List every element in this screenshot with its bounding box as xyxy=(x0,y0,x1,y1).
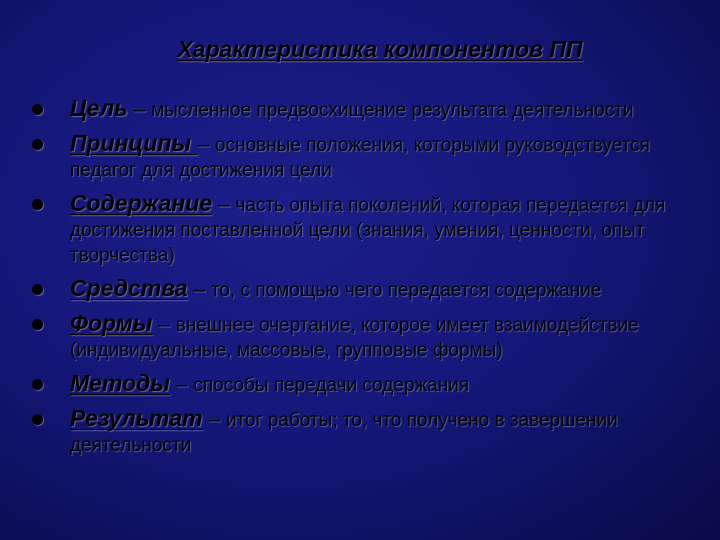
term-principles: Принципы xyxy=(70,130,198,156)
dash: – xyxy=(152,313,176,336)
definition-methods: способы передачи содержания xyxy=(193,375,470,396)
definition-content: часть опыта поколений, которая передается для достижения поставленной цели (знания, умения, ценности, опыт творчества) xyxy=(70,195,666,266)
bullet-icon xyxy=(32,199,43,210)
definition-forms: внешнее очертание, которое имеет взаимодействие (индивидуальные, массовые, групповые формы) xyxy=(70,315,639,361)
term-content: Содержание xyxy=(70,190,213,216)
term-result: Результат xyxy=(70,405,203,431)
dash: – xyxy=(127,98,152,121)
list-item-content xyxy=(26,191,706,268)
definition-means: то, с помощью чего передается содержание xyxy=(210,280,602,301)
slide-title: Характеристика компонентов ПП xyxy=(177,36,583,62)
definition-goal: мысленное предвосхищение результата деятельности xyxy=(151,100,634,121)
list-item-methods xyxy=(26,371,706,398)
list-item-result xyxy=(26,406,706,458)
list-item-principles xyxy=(26,131,706,183)
list-item-forms xyxy=(26,311,706,363)
list-item-goal xyxy=(26,96,706,123)
term-forms: Формы xyxy=(70,310,153,336)
list-item-means xyxy=(26,276,706,303)
dash: – xyxy=(212,193,236,216)
dash: – xyxy=(187,278,211,301)
dash: – xyxy=(197,133,216,156)
bullet-icon xyxy=(32,104,43,115)
bullet-icon xyxy=(32,319,43,330)
bullet-icon xyxy=(32,414,43,425)
term-methods: Методы xyxy=(70,370,171,396)
definition-result: итог работы; то, что получено в завершении деятельности xyxy=(70,410,618,456)
bullet-icon xyxy=(32,379,43,390)
dash: – xyxy=(170,373,194,396)
term-goal: Цель xyxy=(70,95,128,121)
definition-principles: основные положения, которыми руководствуется педагог для достижения цели xyxy=(70,135,650,181)
term-means: Средства xyxy=(70,275,188,301)
dash: – xyxy=(202,408,226,431)
bullet-icon xyxy=(32,139,43,150)
bullet-icon xyxy=(32,284,43,295)
component-list xyxy=(26,96,706,466)
